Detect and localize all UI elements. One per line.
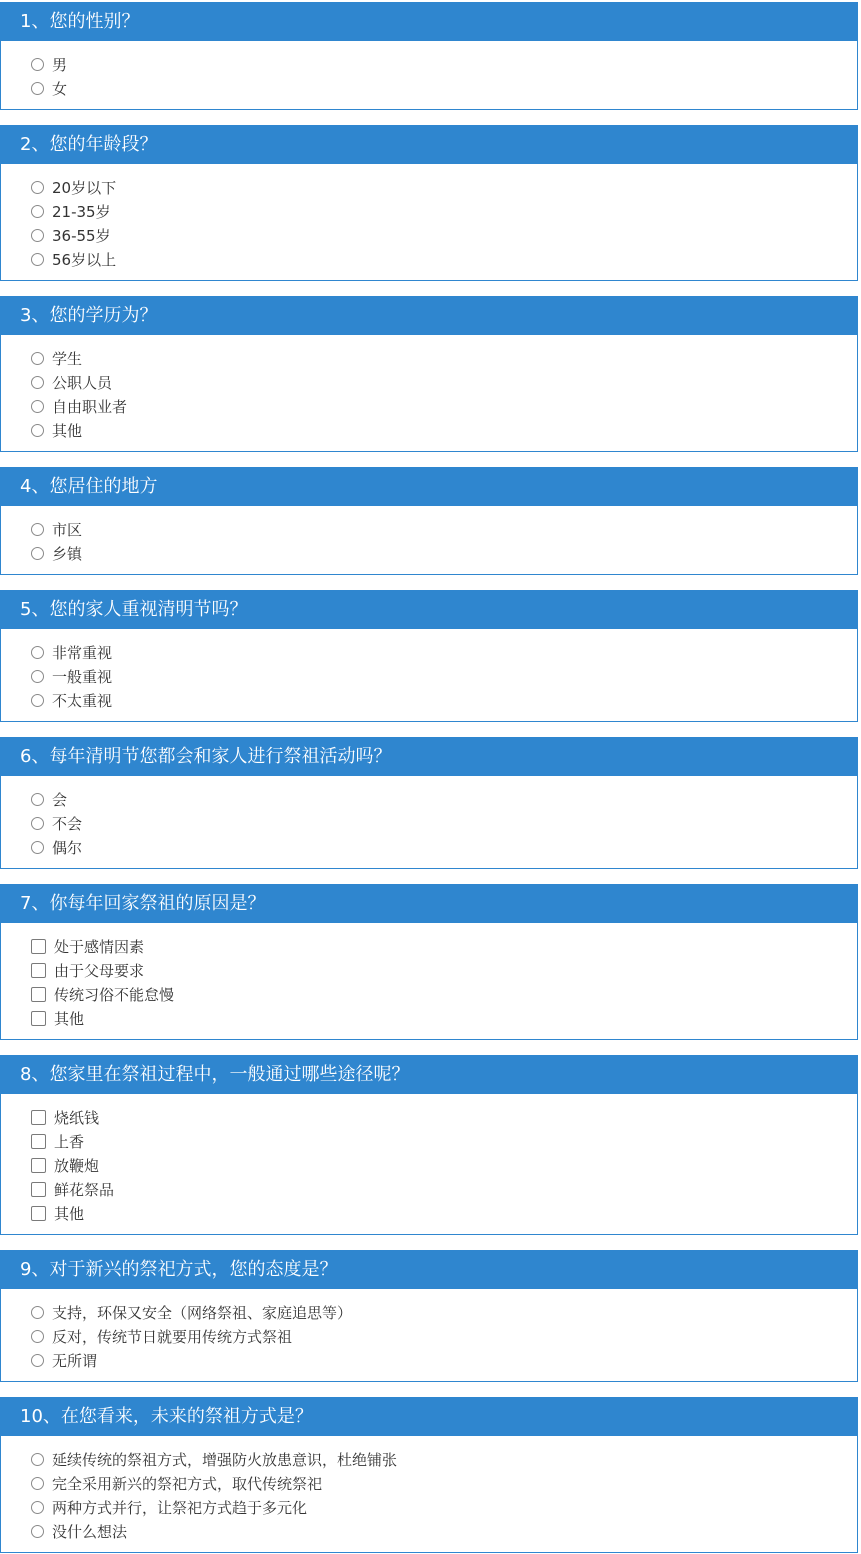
checkbox-option[interactable] <box>31 958 857 982</box>
radio-option[interactable] <box>31 640 857 664</box>
radio-option[interactable] <box>31 1447 857 1471</box>
radio-button[interactable] <box>31 1354 44 1367</box>
radio-button[interactable] <box>31 547 44 560</box>
radio-option[interactable] <box>31 1471 857 1495</box>
option-label: 鲜花祭品 <box>54 1180 115 1199</box>
radio-option[interactable] <box>31 1495 857 1519</box>
checkbox-option[interactable] <box>31 1006 857 1030</box>
radio-option[interactable] <box>31 247 857 271</box>
option-label: 56岁以上 <box>52 250 117 269</box>
option-label: 烧纸钱 <box>54 1108 100 1127</box>
option-label: 不会 <box>52 814 83 833</box>
checkbox-input[interactable] <box>31 963 46 978</box>
option-label: 不太重视 <box>52 691 113 710</box>
radio-button[interactable] <box>31 646 44 659</box>
question-block-6 <box>0 737 858 869</box>
radio-option[interactable] <box>31 1324 857 1348</box>
radio-option[interactable] <box>31 76 857 100</box>
radio-button[interactable] <box>31 841 44 854</box>
option-label: 放鞭炮 <box>54 1156 100 1175</box>
option-label: 其他 <box>54 1204 85 1223</box>
option-label: 两种方式并行，让祭祀方式趋于多元化 <box>52 1498 308 1517</box>
option-list <box>1 776 857 868</box>
radio-button[interactable] <box>31 205 44 218</box>
option-label: 市区 <box>52 520 83 539</box>
checkbox-option[interactable] <box>31 982 857 1006</box>
option-label: 其他 <box>54 1009 85 1028</box>
option-list <box>1 923 857 1039</box>
question-block-4 <box>0 467 858 575</box>
radio-button[interactable] <box>31 58 44 71</box>
option-label: 其他 <box>52 421 83 440</box>
checkbox-input[interactable] <box>31 1158 46 1173</box>
question-title: 3、您的学历为？ <box>1 297 857 335</box>
radio-button[interactable] <box>31 817 44 830</box>
option-list <box>1 1436 857 1552</box>
question-title: 4、您居住的地方 <box>1 468 857 506</box>
radio-button[interactable] <box>31 253 44 266</box>
question-title: 6、每年清明节您都会和家人进行祭祖活动吗？ <box>1 738 857 776</box>
radio-button[interactable] <box>31 694 44 707</box>
radio-option[interactable] <box>31 175 857 199</box>
checkbox-input[interactable] <box>31 987 46 1002</box>
radio-button[interactable] <box>31 400 44 413</box>
option-label: 偶尔 <box>52 838 83 857</box>
radio-option[interactable] <box>31 787 857 811</box>
radio-button[interactable] <box>31 1525 44 1538</box>
option-list <box>1 1094 857 1234</box>
radio-option[interactable] <box>31 1519 857 1543</box>
option-list <box>1 164 857 280</box>
checkbox-option[interactable] <box>31 1129 857 1153</box>
option-label: 女 <box>52 79 68 98</box>
option-label: 学生 <box>52 349 83 368</box>
radio-button[interactable] <box>31 1453 44 1466</box>
option-label: 男 <box>52 55 68 74</box>
radio-option[interactable] <box>31 541 857 565</box>
checkbox-input[interactable] <box>31 1182 46 1197</box>
option-label: 自由职业者 <box>52 397 128 416</box>
radio-option[interactable] <box>31 835 857 859</box>
question-block-10 <box>0 1397 858 1553</box>
option-list <box>1 1289 857 1381</box>
radio-button[interactable] <box>31 376 44 389</box>
option-label: 公职人员 <box>52 373 113 392</box>
radio-button[interactable] <box>31 1330 44 1343</box>
checkbox-input[interactable] <box>31 939 46 954</box>
checkbox-option[interactable] <box>31 1201 857 1225</box>
question-title: 7、你每年回家祭祖的原因是？ <box>1 885 857 923</box>
radio-button[interactable] <box>31 181 44 194</box>
option-label: 延续传统的祭祖方式，增强防火放患意识，杜绝铺张 <box>52 1450 398 1469</box>
option-label: 没什么想法 <box>52 1522 128 1541</box>
question-block-3 <box>0 296 858 452</box>
question-block-1 <box>0 2 858 110</box>
radio-option[interactable] <box>31 1348 857 1372</box>
question-block-2 <box>0 125 858 281</box>
question-block-8 <box>0 1055 858 1235</box>
question-block-9 <box>0 1250 858 1382</box>
option-label: 反对，传统节日就要用传统方式祭祖 <box>52 1327 293 1346</box>
checkbox-option[interactable] <box>31 1105 857 1129</box>
checkbox-input[interactable] <box>31 1011 46 1026</box>
radio-button[interactable] <box>31 1501 44 1514</box>
option-label: 支持，环保又安全（网络祭祖、家庭追思等） <box>52 1303 353 1322</box>
radio-button[interactable] <box>31 424 44 437</box>
option-label: 乡镇 <box>52 544 83 563</box>
radio-option[interactable] <box>31 517 857 541</box>
option-label: 由于父母要求 <box>54 961 145 980</box>
option-label: 36-55岁 <box>52 226 111 245</box>
question-block-7 <box>0 884 858 1040</box>
question-title: 9、对于新兴的祭祀方式，您的态度是？ <box>1 1251 857 1289</box>
radio-option[interactable] <box>31 811 857 835</box>
radio-option[interactable] <box>31 346 857 370</box>
option-list <box>1 41 857 109</box>
radio-button[interactable] <box>31 352 44 365</box>
question-title: 5、您的家人重视清明节吗？ <box>1 591 857 629</box>
option-label: 一般重视 <box>52 667 113 686</box>
radio-option[interactable] <box>31 418 857 442</box>
radio-option[interactable] <box>31 664 857 688</box>
radio-option[interactable] <box>31 52 857 76</box>
checkbox-option[interactable] <box>31 1153 857 1177</box>
option-label: 传统习俗不能怠慢 <box>54 985 175 1004</box>
checkbox-option[interactable] <box>31 1177 857 1201</box>
radio-button[interactable] <box>31 1306 44 1319</box>
checkbox-input[interactable] <box>31 1206 46 1221</box>
radio-button[interactable] <box>31 1477 44 1490</box>
option-label: 20岁以下 <box>52 178 117 197</box>
option-list <box>1 335 857 451</box>
option-label: 非常重视 <box>52 643 113 662</box>
question-block-5 <box>0 590 858 722</box>
radio-option[interactable] <box>31 370 857 394</box>
option-label: 会 <box>52 790 68 809</box>
option-list <box>1 629 857 721</box>
option-label: 无所谓 <box>52 1351 98 1370</box>
radio-button[interactable] <box>31 793 44 806</box>
option-label: 21-35岁 <box>52 202 111 221</box>
radio-option[interactable] <box>31 199 857 223</box>
radio-option[interactable] <box>31 394 857 418</box>
checkbox-input[interactable] <box>31 1110 46 1125</box>
checkbox-input[interactable] <box>31 1134 46 1149</box>
radio-button[interactable] <box>31 82 44 95</box>
question-title: 2、您的年龄段？ <box>1 126 857 164</box>
radio-option[interactable] <box>31 223 857 247</box>
radio-option[interactable] <box>31 1300 857 1324</box>
question-title: 8、您家里在祭祖过程中，一般通过哪些途径呢？ <box>1 1056 857 1094</box>
radio-button[interactable] <box>31 229 44 242</box>
checkbox-option[interactable] <box>31 934 857 958</box>
radio-button[interactable] <box>31 523 44 536</box>
question-title: 10、在您看来，未来的祭祖方式是？ <box>1 1398 857 1436</box>
option-label: 上香 <box>54 1132 85 1151</box>
radio-button[interactable] <box>31 670 44 683</box>
option-list <box>1 506 857 574</box>
radio-option[interactable] <box>31 688 857 712</box>
option-label: 处于感情因素 <box>54 937 145 956</box>
option-label: 完全采用新兴的祭祀方式，取代传统祭祀 <box>52 1474 323 1493</box>
question-title: 1、您的性别？ <box>1 3 857 41</box>
